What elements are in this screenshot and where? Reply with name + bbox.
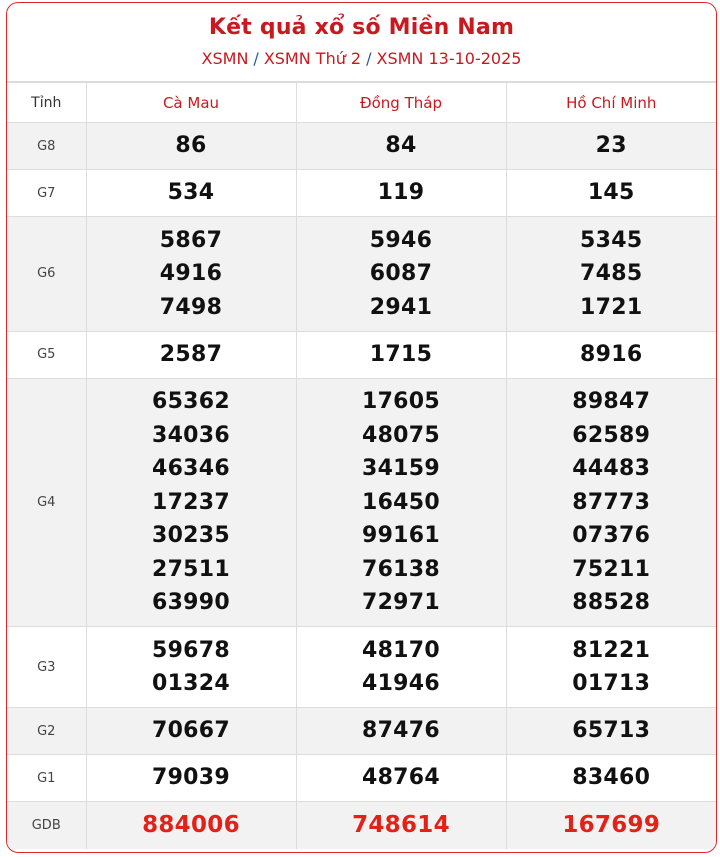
breadcrumb — [7, 49, 716, 68]
result-number: 89847 — [572, 389, 651, 414]
breadcrumb-link-xsmn[interactable]: XSMN — [201, 49, 249, 68]
result-number: 1715 — [369, 341, 433, 367]
result-number: 1721 — [580, 294, 643, 320]
result-number: 48764 — [361, 765, 441, 791]
result-number: 34036 — [151, 422, 231, 448]
prize-row-gdb — [7, 802, 716, 849]
result-number: 07376 — [572, 523, 651, 548]
prize-row-g3 — [7, 627, 716, 708]
prize-label: G8 — [7, 123, 86, 170]
result-cell — [296, 802, 506, 849]
prize-label: G4 — [7, 378, 86, 627]
result-number: 30235 — [151, 523, 231, 548]
prize-label: G1 — [7, 755, 86, 802]
result-cell — [296, 755, 506, 802]
province-header-dong-thap[interactable]: Đồng Tháp — [296, 83, 506, 123]
prize-row-g4 — [7, 378, 716, 627]
province-header-ca-mau[interactable]: Cà Mau — [86, 83, 296, 123]
result-number: 2587 — [159, 341, 223, 367]
special-prize-number: 748614 — [352, 811, 450, 838]
prize-row-g1 — [7, 755, 716, 802]
prize-label: GDB — [7, 802, 86, 849]
result-number: 87773 — [572, 489, 651, 515]
result-number: 23 — [595, 133, 627, 159]
result-number: 81221 — [572, 637, 651, 663]
result-cell — [296, 170, 506, 217]
result-cell — [86, 123, 296, 170]
result-number: 63990 — [151, 590, 231, 615]
result-number: 17605 — [361, 389, 441, 414]
result-number: 44483 — [572, 456, 651, 481]
result-number: 87476 — [361, 718, 441, 744]
result-cell — [86, 217, 296, 332]
result-cell — [296, 331, 506, 378]
result-number: 65362 — [151, 389, 231, 414]
breadcrumb-link-xsmn-thu2[interactable]: XSMN Thứ 2 — [263, 49, 362, 68]
result-cell — [506, 331, 716, 378]
result-number: 7498 — [159, 294, 223, 320]
result-number: 6087 — [369, 261, 433, 286]
result-cell — [86, 755, 296, 802]
result-number: 65713 — [572, 718, 651, 744]
prize-row-g8 — [7, 123, 716, 170]
result-number: 5946 — [369, 227, 433, 253]
prize-row-g7 — [7, 170, 716, 217]
result-number: 2941 — [369, 294, 433, 320]
result-number: 17237 — [151, 489, 231, 515]
result-number: 84 — [385, 133, 417, 159]
result-number: 41946 — [361, 671, 441, 696]
results-header — [7, 3, 716, 82]
result-cell — [86, 802, 296, 849]
table-header-row — [7, 83, 716, 123]
result-number: 27511 — [151, 556, 231, 582]
prize-label: G3 — [7, 627, 86, 708]
breadcrumb-separator: / — [366, 49, 372, 68]
result-number: 145 — [587, 180, 635, 206]
results-card — [6, 2, 717, 853]
prize-label: G5 — [7, 331, 86, 378]
result-number: 62589 — [572, 422, 651, 448]
result-number: 8916 — [580, 341, 643, 367]
special-prize-number: 884006 — [142, 811, 240, 838]
result-number: 5345 — [580, 227, 643, 253]
result-cell — [506, 708, 716, 755]
result-number: 76138 — [361, 556, 441, 582]
result-cell — [506, 627, 716, 708]
result-number: 88528 — [572, 590, 651, 615]
result-cell — [86, 627, 296, 708]
result-number: 5867 — [159, 227, 223, 253]
prize-label: G2 — [7, 708, 86, 755]
province-column-header: Tỉnh — [7, 83, 86, 123]
prize-label: G7 — [7, 170, 86, 217]
results-table — [7, 82, 716, 849]
prize-row-g6 — [7, 217, 716, 332]
result-cell — [506, 378, 716, 627]
result-number: 48075 — [361, 422, 441, 448]
result-cell — [506, 802, 716, 849]
result-number: 534 — [167, 180, 215, 206]
result-number: 83460 — [572, 765, 651, 791]
result-number: 75211 — [572, 556, 651, 582]
result-number: 7485 — [580, 261, 643, 286]
result-cell — [296, 217, 506, 332]
result-number: 01324 — [151, 671, 231, 696]
result-cell — [296, 378, 506, 627]
result-cell — [86, 378, 296, 627]
result-cell — [296, 627, 506, 708]
result-number: 16450 — [361, 489, 441, 515]
result-cell — [506, 217, 716, 332]
breadcrumb-separator: / — [253, 49, 259, 68]
result-cell — [506, 170, 716, 217]
breadcrumb-link-xsmn-date[interactable]: XSMN 13-10-2025 — [376, 49, 522, 68]
result-number: 72971 — [361, 590, 441, 615]
result-number: 46346 — [151, 456, 231, 481]
result-number: 48170 — [361, 637, 441, 663]
prize-row-g2 — [7, 708, 716, 755]
result-cell — [296, 123, 506, 170]
result-cell — [506, 755, 716, 802]
result-cell — [86, 331, 296, 378]
result-cell — [506, 123, 716, 170]
result-cell — [86, 170, 296, 217]
special-prize-number: 167699 — [562, 811, 661, 838]
result-number: 34159 — [361, 456, 441, 481]
result-number: 86 — [175, 133, 207, 159]
result-number: 4916 — [159, 261, 223, 286]
prize-row-g5 — [7, 331, 716, 378]
result-number: 79039 — [151, 765, 231, 791]
result-number: 99161 — [361, 523, 441, 548]
result-number: 01713 — [572, 671, 651, 696]
result-number: 70667 — [151, 718, 231, 744]
page-title: Kết quả xổ số Miền Nam — [208, 15, 515, 40]
result-cell — [86, 708, 296, 755]
result-number: 59678 — [151, 637, 231, 663]
province-header-ho-chi-minh[interactable]: Hồ Chí Minh — [506, 83, 716, 123]
result-cell — [296, 708, 506, 755]
prize-label: G6 — [7, 217, 86, 332]
result-number: 119 — [377, 180, 425, 206]
results-body — [7, 123, 716, 849]
